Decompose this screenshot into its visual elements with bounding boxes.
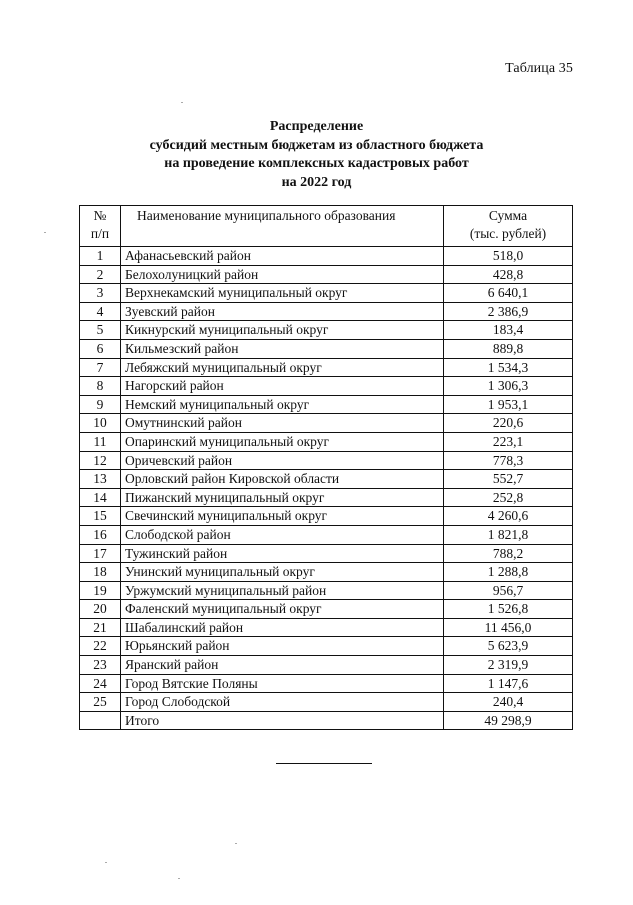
row-sum-cell: 4 260,6 — [444, 507, 573, 526]
table-row — [80, 600, 573, 619]
table-row — [80, 302, 573, 321]
row-sum-cell: 1 526,8 — [444, 600, 573, 619]
row-num-cell: 19 — [80, 581, 121, 600]
table-row — [80, 284, 573, 303]
row-name-cell: Свечинский муниципальный округ — [121, 507, 444, 526]
total-label-cell: Итого — [121, 711, 444, 730]
table-row — [80, 395, 573, 414]
table-header-row — [80, 206, 573, 247]
header-sum-line-1: Сумма — [488, 208, 528, 223]
table-row — [80, 432, 573, 451]
table-row — [80, 377, 573, 396]
row-num-cell: 8 — [80, 377, 121, 396]
title-line-4: на 2022 год — [281, 174, 352, 190]
row-name-cell: Тужинский район — [121, 544, 444, 563]
row-num-cell: 12 — [80, 451, 121, 470]
row-sum-cell: 2 319,9 — [444, 656, 573, 675]
row-name-cell: Фаленский муниципальный округ — [121, 600, 444, 619]
header-name — [121, 206, 444, 247]
row-sum-cell: 1 147,6 — [444, 674, 573, 693]
row-name-cell: Зуевский район — [121, 302, 444, 321]
row-name-cell: Кикнурский муниципальный округ — [121, 321, 444, 340]
table-number-label: Таблица 35 — [505, 61, 573, 76]
row-num-cell: 5 — [80, 321, 121, 340]
row-name-cell: Кильмезский район — [121, 339, 444, 358]
row-sum-cell: 552,7 — [444, 470, 573, 489]
row-num-cell: 10 — [80, 414, 121, 433]
scan-speck — [181, 102, 183, 103]
row-name-cell: Омутнинский район — [121, 414, 444, 433]
row-num-cell: 13 — [80, 470, 121, 489]
header-num-line-2: п/п — [90, 226, 110, 241]
row-num-cell: 24 — [80, 674, 121, 693]
row-name-cell: Город Слободской — [121, 693, 444, 712]
row-sum-cell: 788,2 — [444, 544, 573, 563]
row-num-cell: 15 — [80, 507, 121, 526]
row-name-cell: Яранский район — [121, 656, 444, 675]
row-sum-cell: 6 640,1 — [444, 284, 573, 303]
row-num-cell: 6 — [80, 339, 121, 358]
total-num-cell — [80, 711, 121, 730]
table-row — [80, 618, 573, 637]
total-sum-cell: 49 298,9 — [444, 711, 573, 730]
row-name-cell: Унинский муниципальный округ — [121, 563, 444, 582]
document-title — [0, 118, 633, 192]
row-name-cell: Юрьянский район — [121, 637, 444, 656]
row-num-cell: 20 — [80, 600, 121, 619]
row-name-cell: Опаринский муниципальный округ — [121, 432, 444, 451]
table-row — [80, 674, 573, 693]
row-name-cell: Слободской район — [121, 525, 444, 544]
table-row — [80, 581, 573, 600]
row-name-cell: Пижанский муниципальный округ — [121, 488, 444, 507]
table-row — [80, 451, 573, 470]
header-num-line-1: № — [93, 208, 107, 223]
row-name-cell: Верхнекамский муниципальный округ — [121, 284, 444, 303]
row-num-cell: 23 — [80, 656, 121, 675]
row-sum-cell: 2 386,9 — [444, 302, 573, 321]
table-row — [80, 544, 573, 563]
table-row — [80, 470, 573, 489]
table-row — [80, 265, 573, 284]
end-separator-line — [276, 763, 372, 764]
row-sum-cell: 956,7 — [444, 581, 573, 600]
row-name-cell: Афанасьевский район — [121, 247, 444, 266]
row-name-cell: Город Вятские Поляны — [121, 674, 444, 693]
scan-speck — [235, 843, 237, 844]
row-name-cell: Оричевский район — [121, 451, 444, 470]
table-row — [80, 507, 573, 526]
row-num-cell: 16 — [80, 525, 121, 544]
row-sum-cell: 778,3 — [444, 451, 573, 470]
row-num-cell: 2 — [80, 265, 121, 284]
row-name-cell: Орловский район Кировской области — [121, 470, 444, 489]
row-sum-cell: 240,4 — [444, 693, 573, 712]
row-name-cell: Лебяжский муниципальный округ — [121, 358, 444, 377]
header-name-text: Наименование муниципального образования — [137, 208, 396, 223]
table-row — [80, 247, 573, 266]
table-row — [80, 488, 573, 507]
header-sum — [444, 206, 573, 247]
title-line-1: Распределение — [269, 119, 364, 134]
row-name-cell: Нагорский район — [121, 377, 444, 396]
row-num-cell: 1 — [80, 247, 121, 266]
row-name-cell: Уржумский муниципальный район — [121, 581, 444, 600]
row-name-cell: Шабалинский район — [121, 618, 444, 637]
row-name-cell: Белохолуницкий район — [121, 265, 444, 284]
row-num-cell: 9 — [80, 395, 121, 414]
row-num-cell: 7 — [80, 358, 121, 377]
row-sum-cell: 220,6 — [444, 414, 573, 433]
header-sum-line-2: (тыс. рублей) — [469, 226, 547, 241]
subsidy-table — [79, 205, 573, 730]
table-row — [80, 563, 573, 582]
table-row — [80, 525, 573, 544]
row-sum-cell: 1 534,3 — [444, 358, 573, 377]
row-sum-cell: 889,8 — [444, 339, 573, 358]
row-num-cell: 22 — [80, 637, 121, 656]
row-num-cell: 11 — [80, 432, 121, 451]
row-sum-cell: 1 288,8 — [444, 563, 573, 582]
row-sum-cell: 1 953,1 — [444, 395, 573, 414]
row-num-cell: 21 — [80, 618, 121, 637]
table-row — [80, 414, 573, 433]
header-num — [80, 206, 121, 247]
table-body — [80, 247, 573, 712]
scan-speck — [178, 878, 180, 879]
table-row — [80, 693, 573, 712]
table-row — [80, 656, 573, 675]
row-sum-cell: 1 821,8 — [444, 525, 573, 544]
row-num-cell: 17 — [80, 544, 121, 563]
scan-speck — [105, 862, 107, 863]
row-num-cell: 25 — [80, 693, 121, 712]
row-sum-cell: 183,4 — [444, 321, 573, 340]
row-sum-cell: 223,1 — [444, 432, 573, 451]
row-sum-cell: 1 306,3 — [444, 377, 573, 396]
row-num-cell: 3 — [80, 284, 121, 303]
row-num-cell: 4 — [80, 302, 121, 321]
table-row — [80, 321, 573, 340]
table-row — [80, 637, 573, 656]
row-num-cell: 14 — [80, 488, 121, 507]
row-name-cell: Немский муниципальный округ — [121, 395, 444, 414]
row-sum-cell: 11 456,0 — [444, 618, 573, 637]
row-sum-cell: 428,8 — [444, 265, 573, 284]
scan-speck — [44, 232, 46, 233]
title-line-2: субсидий местным бюджетам из областного бюджета — [149, 137, 484, 153]
row-sum-cell: 252,8 — [444, 488, 573, 507]
row-sum-cell: 518,0 — [444, 247, 573, 266]
table-row — [80, 339, 573, 358]
table-total-row — [80, 711, 573, 730]
row-num-cell: 18 — [80, 563, 121, 582]
title-line-3: на проведение комплексных кадастровых работ — [164, 156, 469, 171]
row-sum-cell: 5 623,9 — [444, 637, 573, 656]
table-row — [80, 358, 573, 377]
